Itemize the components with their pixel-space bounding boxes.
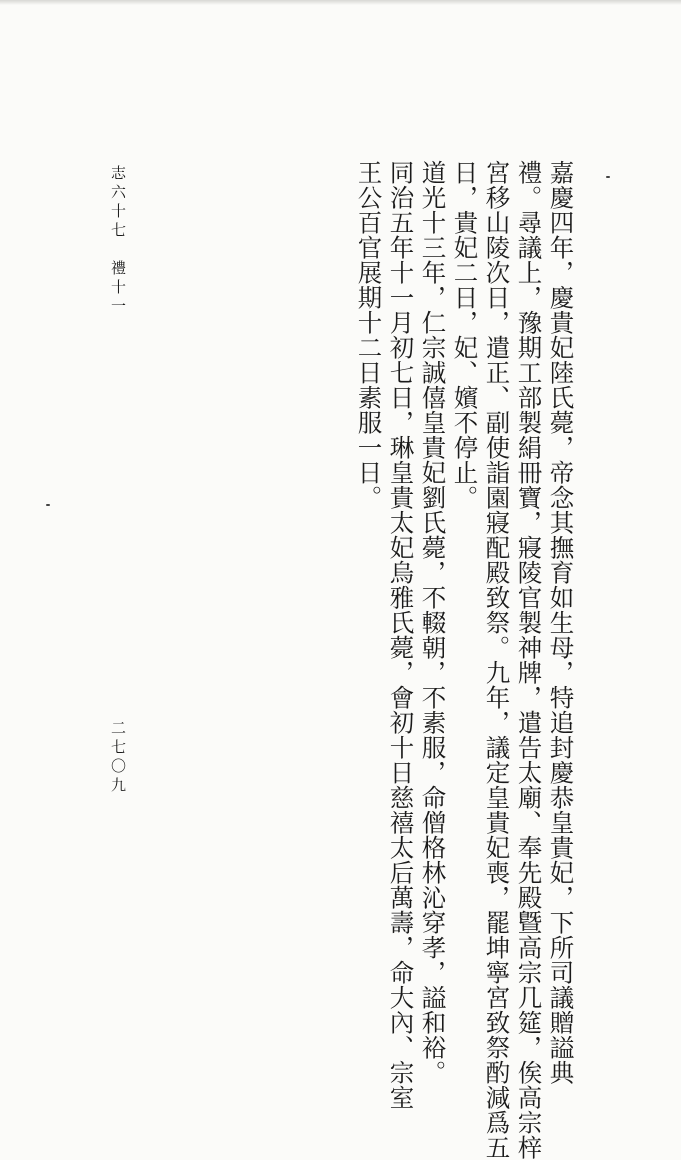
scan-speck xyxy=(46,504,50,506)
text-column-3: 宮移山陵次日，遣正、副使詣園寢配殿致祭。九年，議定皇貴妃喪，罷坤寧宮致祭酌減爲五 xyxy=(482,160,512,1160)
text-column-6: 同治五年十一月初七日，琳皇貴太妃烏雅氏薨，會初十日慈禧太后萬壽，命大內、宗室 xyxy=(386,160,416,1110)
text-column-4: 日，貴妃二日，妃、嬪不停止。 xyxy=(450,160,480,510)
text-column-2: 禮。尋議上，豫期工部製絹冊寶，寢陵官製神牌，遣告太廟、奉先殿曁高宗几筵，俟高宗梓 xyxy=(514,160,544,1160)
chapter-heading: 志六十七 禮十一 xyxy=(109,165,127,317)
text-column-5: 道光十三年，仁宗誠僖皇貴妃劉氏薨，不輟朝，不素服，命僧格林沁穿孝，謚和裕。 xyxy=(418,160,448,1085)
text-column-1: 嘉慶四年，慶貴妃陸氏薨，帝念其撫育如生母，特追封慶恭皇貴妃，下所司議贈謚典 xyxy=(546,160,576,1085)
text-column-7: 王公百官展期十二日素服一日。 xyxy=(354,160,384,510)
page-top-edge xyxy=(0,0,681,5)
scan-speck xyxy=(606,176,610,178)
page-number: 二七〇九 xyxy=(109,720,127,796)
